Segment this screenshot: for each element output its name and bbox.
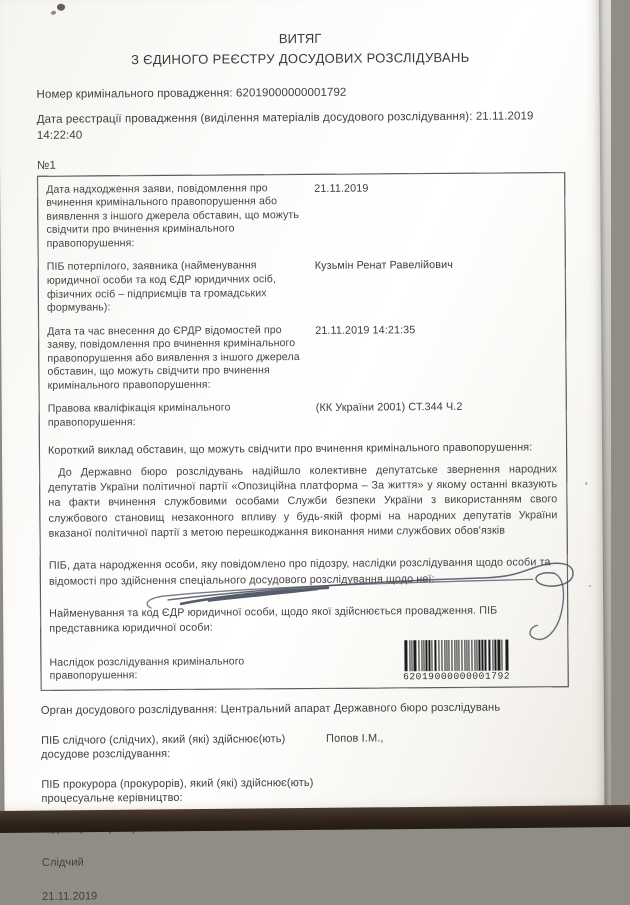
- paper-speck: [585, 482, 587, 485]
- barcode: [381, 639, 531, 682]
- ink-smudge: [51, 4, 67, 17]
- summary-heading: Короткий виклад обставин, що можуть свідчити про вчинення кримінального правопорушення:: [47, 441, 533, 458]
- barcode-bars: [382, 639, 530, 671]
- row-label: Правова кваліфікація кримінального правопорушення:: [47, 401, 231, 429]
- registration-date-line: [37, 110, 565, 145]
- table-row: [47, 322, 556, 393]
- prosecutor-row: [41, 774, 569, 806]
- investigation-body-line: [41, 700, 569, 718]
- row-label: ПІБ потерпілого, заявника (найменування юридичної особи та код ЄДР юридичних осіб, фізичних осіб – підприємців та громадських формувань):: [46, 259, 277, 314]
- organ-label: Орган досудового розслідування:: [40, 703, 218, 717]
- table-row: [48, 400, 557, 431]
- summary-text: До Державно бюро розслідувань надійшло колективне депутатське звернення народних депутатів України політичної партії «Опозиційна платформа – За життя» у якому останні вказують на факти вчинення службовими особами Служби безпеки України з використанням свого службового становищ незаконного впливу у будь-якій формі на народних депутатів України вказаної політичної партії з метою перешкоджання виконання ними службових обов'язків: [48, 462, 558, 540]
- case-number-value: 62019000000001792: [235, 86, 347, 100]
- investigator-role: Слідчий: [41, 856, 84, 869]
- title-line-1: ВИТЯГ: [278, 30, 322, 47]
- case-number-line: [36, 84, 564, 103]
- paper-speck: [589, 585, 591, 587]
- document-date: 21.11.2019: [42, 890, 98, 903]
- row-value: Кузьмін Ренат Равелійович: [314, 259, 453, 273]
- title-line-2: З ЄДИНОГО РЕЄСТРУ ДОСУДОВИХ РОЗСЛІДУВАНЬ: [131, 49, 470, 68]
- record-number: №1: [36, 159, 57, 172]
- barcode-number: 62019000000001792: [403, 670, 511, 683]
- details-table: [37, 172, 569, 691]
- organ-value: Центральний апарат Державного бюро розслідувань: [220, 701, 501, 716]
- document-title: [36, 28, 564, 69]
- investigator-label: ПІБ слідчого (слідчих), який (які) здійснює(ють) досудове розслідування:: [41, 733, 286, 762]
- row-value: 21.11.2019: [314, 182, 369, 195]
- outcome-label: Наслідок розслідування кримінального правопорушення:: [49, 655, 245, 683]
- entity-section-label: Найменування та код ЄДР юридичної особи, щодо якої здійснюється провадження. ПІБ представника юридичної особи:: [49, 604, 498, 636]
- case-number-label: Номер кримінального провадження:: [36, 87, 233, 102]
- row-value: (КК України 2001) СТ.344 Ч.2: [315, 401, 463, 415]
- row-value: 21.11.2019 14:21:35: [315, 323, 416, 337]
- document-content: [36, 28, 570, 904]
- table-row: [47, 258, 556, 316]
- suspect-section-label: ПІБ, дата народження особи, яку повідомлено про підозру, наслідки розслідування щодо особи та відомості про здійснення спеціального досудового розслідування щодо неї:: [48, 556, 551, 588]
- investigator-value: Попов І.М.,: [325, 732, 384, 745]
- registration-value: 21.11.2019 14:22:40: [36, 110, 534, 142]
- row-label: Дата надходження заяви, повідомлення про вчинення кримінального правопорушення або виявлення з іншого джерела обставин, що можуть свідчити про вчинення кримінального правопорушення:: [46, 181, 300, 250]
- prosecutor-label: ПІБ прокурора (прокурорів), який (які) здійснює(ють) процесуальне керівництво:: [41, 776, 314, 805]
- table-row: [46, 180, 555, 251]
- investigator-row: [41, 730, 569, 762]
- row-label: Дата та час внесення до ЄРДР відомостей про заяву, повідомлення про вчинення кримінального правопорушення або виявлення з іншого джерела обставин, що можуть свідчити про вчинення кримінального правопорушення:: [47, 323, 300, 392]
- registration-label: Дата реєстрації провадження (виділення матеріалів досудового розслідування):: [36, 111, 473, 127]
